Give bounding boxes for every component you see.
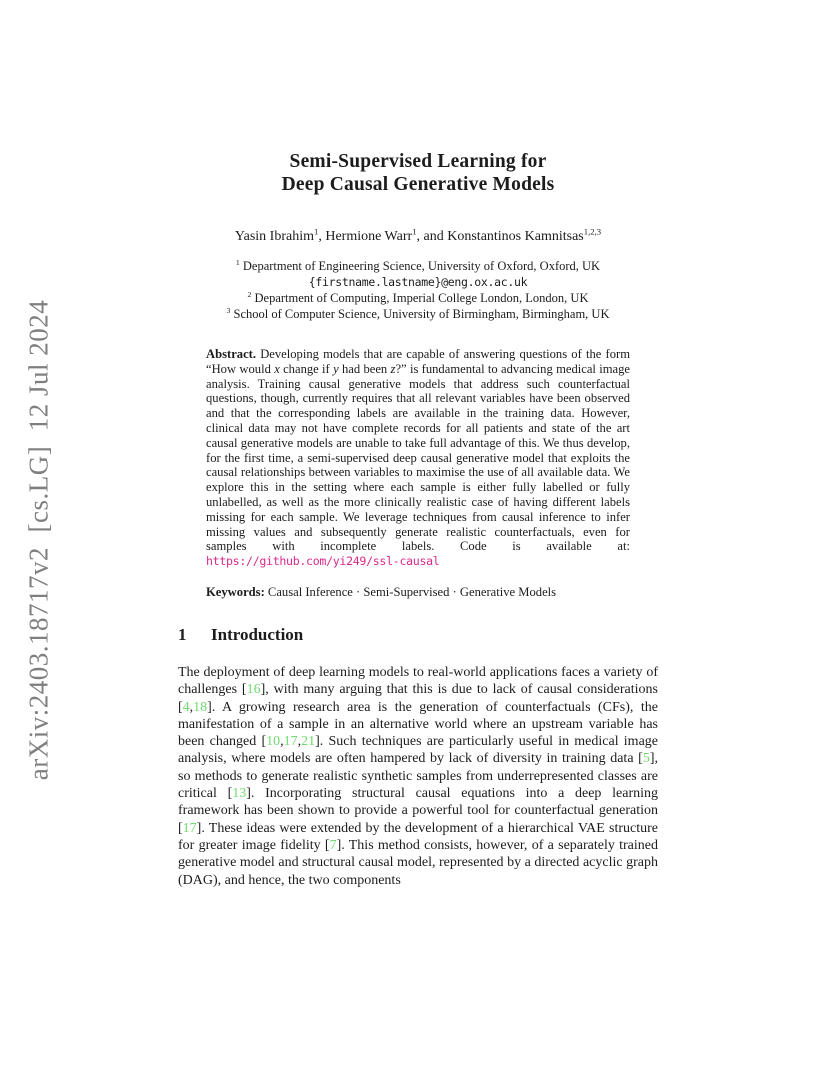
text-segment: ]. Incorporating structural causal equations into a deep learning framework has been shown to provide a powerful tool for counterfactual generation [ (178, 786, 658, 836)
text-segment: ]. Such techniques are particularly useful in medical image analysis, where models are often hampered by lack of diversity in training data [ (178, 734, 658, 767)
citation-link[interactable]: 21 (301, 734, 316, 750)
text-segment: 1 (313, 226, 319, 237)
keywords-line (206, 585, 630, 600)
text-segment: ]. This method consists, however, of a separately trained generative model and structural causal model, represented by a directed acyclic graph (DAG), and hence, the two components (178, 837, 659, 888)
citation-link[interactable]: 17 (182, 820, 197, 836)
text-segment: z (390, 361, 396, 376)
section-heading-introduction (178, 625, 658, 645)
section-title: Introduction (211, 624, 304, 644)
text-segment: Department of Computing, Imperial College London, London, UK (251, 291, 589, 305)
affiliation-email (178, 274, 658, 290)
text-segment: , and Konstantinos Kamnitsas (416, 229, 584, 244)
citation-link[interactable]: 7 (329, 837, 337, 853)
text-segment: Yasin Ibrahim (234, 229, 314, 244)
author-line (178, 226, 658, 245)
introduction-paragraph (178, 664, 658, 889)
citation-link[interactable]: 13 (232, 786, 247, 802)
affiliation-line (178, 290, 658, 306)
citation-link[interactable]: 5 (642, 751, 650, 767)
url-link[interactable]: https://github.com/yi249/ssl-causal (206, 554, 440, 569)
citation-link[interactable]: 17 (283, 734, 298, 750)
text-segment: ]. These ideas were extended by the development of a hierarchical VAE structure for greater image fidelity [ (178, 820, 658, 853)
text-segment: , (297, 734, 302, 750)
text-segment: , (280, 734, 284, 750)
citation-link[interactable]: 16 (246, 682, 261, 698)
arxiv-watermark: arXiv:2403.18717v2 [cs.LG] 12 Jul 2024 (23, 299, 54, 781)
text-segment: x (274, 361, 280, 376)
text-segment: The deployment of deep learning models to real-world applications faces a variety of challenges [ (178, 664, 658, 698)
paper-title (178, 150, 658, 196)
text-segment: 1 (412, 226, 417, 237)
affiliations-block (178, 258, 658, 322)
paper-title-line1: Semi-Supervised Learning for (289, 151, 547, 172)
citation-link[interactable]: 10 (266, 734, 281, 750)
text-segment: 2 (247, 289, 252, 299)
section-number: 1 (178, 624, 187, 644)
text-segment: ?” is fundamental to advancing medical image analysis. Training causal generative models that address such counterfactual questions, though, currently requires that all relevant variables have been observed and that the corresponding labels are available in the training data. However, clinical data may not have complete records for all patients and state of the art causal generative models are unable to take full advantage of this. We thus develop, for the first time, a semi-supervised deep causal generative model that exploits the causal relationships between variables to maximise the use of all available data. We explore this in the setting where each sample is either fully labelled or fully unlabelled, as well as the more clinically realistic case of having different labels missing for each sample. We leverage techniques from causal inference to infer missing values and subsequently generate realistic counterfactuals, even for samples with incomplete labels. Code is available at: (206, 361, 631, 554)
text-segment: ], so methods to generate realistic synthetic samples from underrepresented classes are critical [ (178, 751, 658, 802)
text-segment: y (333, 361, 339, 376)
text-segment: 3 (226, 305, 231, 315)
text-segment: change if (279, 361, 334, 376)
text-segment: , Hermione Warr (318, 229, 413, 244)
text-segment: {firstname.lastname}@eng.ox.ac.uk (308, 275, 528, 289)
text-segment: 1,2,3 (583, 226, 602, 237)
text-segment: ]. A growing research area is the generation of counterfactuals (CFs), the manifestation of a sample in an alternative world where an upstream variable has been changed [ (178, 699, 658, 750)
citation-link[interactable]: 18 (193, 699, 208, 715)
text-segment: Abstract. (206, 347, 257, 361)
text-segment: Causal Inference · Semi-Supervised · Generative Models (264, 584, 557, 599)
text-segment: , (189, 699, 194, 715)
affiliation-line (178, 258, 658, 274)
affiliation-line (178, 306, 658, 322)
paper-title-line2: Deep Causal Generative Models (281, 174, 555, 195)
text-segment: 1 (235, 257, 240, 267)
citation-link[interactable]: 4 (182, 699, 190, 715)
text-segment: had been (338, 361, 391, 376)
text-segment: Keywords: (206, 584, 265, 599)
paper-content (178, 0, 658, 889)
abstract-paragraph (206, 347, 630, 569)
text-segment: School of Computer Science, University of Birmingham, Birmingham, UK (230, 307, 610, 321)
text-segment: ], with many arguing that this is due to lack of causal considerations [ (178, 682, 658, 715)
text-segment: Department of Engineering Science, University of Oxford, Oxford, UK (239, 259, 601, 273)
text-segment: Developing models that are capable of answering questions of the form “How would (206, 347, 630, 376)
